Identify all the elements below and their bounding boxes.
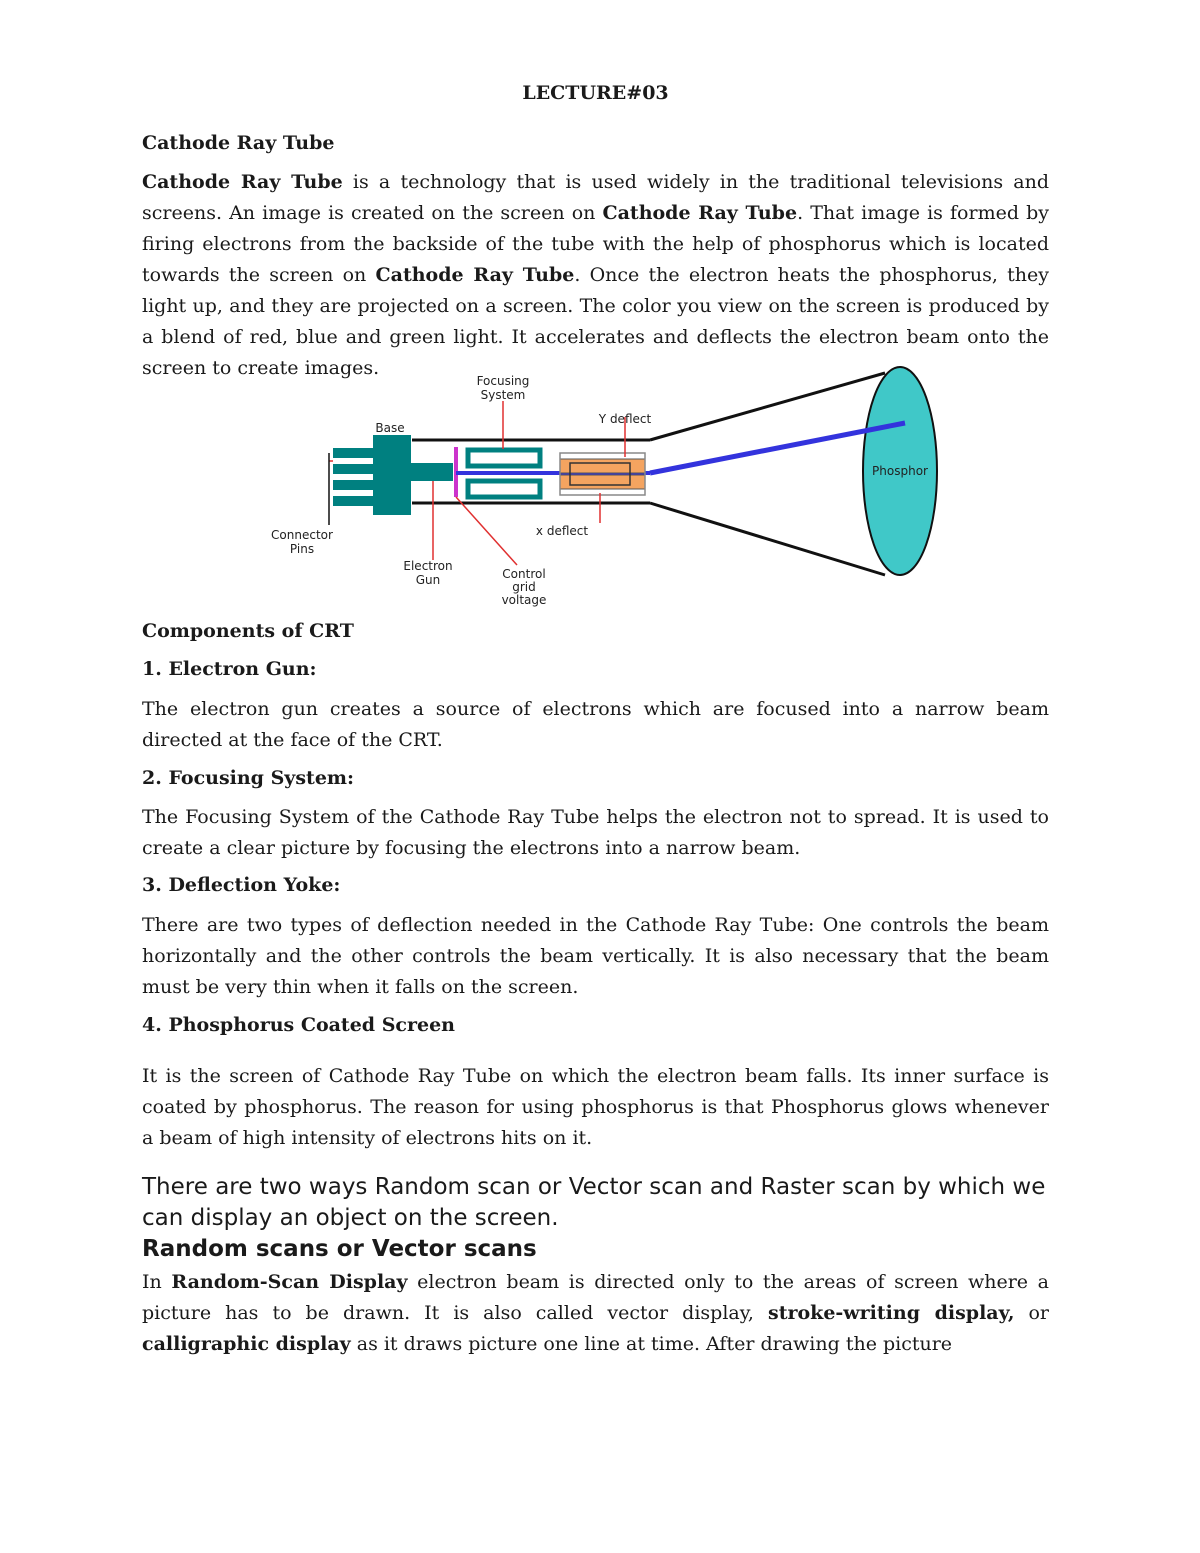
random-scan-heading: Random scans or Vector scans [142, 1236, 537, 1262]
label-connector-2: Pins [289, 542, 315, 556]
intro-text-3: . Once the electron heats the phosphorus, they light up, and they are projected on a screen. The color you view on the screen is produced by a blend of red, blue and green light. It accelerates and deflects the electron beam onto the screen to create images. [142, 264, 1049, 379]
label-gun-1: Electron [403, 559, 453, 573]
component-1-text: The electron gun creates a source of electrons which are focused into a narrow beam directed at the face of the CRT. [142, 698, 1049, 751]
term-crt: Cathode Ray Tube [142, 171, 343, 193]
label-phosphor: Phosphor [872, 464, 928, 478]
component-1-heading: 1. Electron Gun: [142, 658, 317, 680]
label-control-1: Control [502, 567, 546, 581]
intro-text-1: is a technology that is used widely in the traditional televisions and screens. An image is created on the screen on [142, 171, 1049, 224]
section-heading-crt: Cathode Ray Tube [142, 132, 335, 154]
component-3-text: There are two types of deflection needed in the Cathode Ray Tube: One controls the beam horizontally and the other controls the beam vertically. It is also necessary that the beam must be very thin when it falls on the screen. [142, 914, 1049, 998]
label-control-3: voltage [501, 593, 547, 607]
label-y-deflect: Y deflect [598, 412, 652, 426]
label-connector-1: Connector [271, 528, 333, 542]
scan-intro: There are two ways Random scan or Vector scan and Raster scan by which we can display an object on the screen. [142, 1174, 1046, 1231]
label-gun-2: Gun [415, 573, 441, 587]
term-crt-3: Cathode Ray Tube [375, 264, 575, 286]
term-random-scan-display: Random-Scan Display [171, 1271, 408, 1293]
label-focusing-2: System [480, 388, 526, 402]
scan-text-3: as it draws picture one line at time. After drawing the picture [350, 1333, 953, 1355]
scan-text-2: or [1014, 1302, 1050, 1324]
base-block [373, 435, 411, 515]
electron-gun-block [411, 463, 453, 481]
lecture-title: LECTURE#03 [522, 82, 669, 104]
term-stroke-writing: stroke-writing display, [768, 1302, 1015, 1324]
label-base: Base [375, 421, 405, 435]
component-2-heading: 2. Focusing System: [142, 767, 355, 789]
label-x-deflect: x deflect [535, 524, 589, 538]
scan-text-1: electron beam is directed only to the areas of screen where a picture has to be drawn. It is also called vector display, [142, 1271, 1049, 1324]
crt-intro-paragraph [142, 167, 1049, 384]
component-2-text: The Focusing System of the Cathode Ray Tube helps the electron not to spread. It is used to create a clear picture by focusing the electrons into a narrow beam. [142, 806, 1049, 859]
intro-text-2: . That image is formed by firing electrons from the backside of the tube with the help of phosphorus which is located towards the screen on [142, 202, 1049, 286]
term-calligraphic: calligraphic display [142, 1333, 351, 1355]
random-scan-paragraph [142, 1267, 1049, 1360]
label-control-2: grid [512, 580, 536, 594]
label-focusing-1: Focusing [476, 374, 530, 388]
term-crt-2: Cathode Ray Tube [602, 202, 798, 224]
component-4-text: It is the screen of Cathode Ray Tube on which the electron beam falls. Its inner surface is coated by phosphorus. The reason for using phosphorus is that Phosphorus glows whenever a beam of high intensity of electrons hits on it. [142, 1065, 1049, 1149]
scan-text-0: In [142, 1271, 172, 1293]
crt-diagram [255, 365, 955, 615]
component-4-heading: 4. Phosphorus Coated Screen [142, 1014, 455, 1036]
component-3-heading: 3. Deflection Yoke: [142, 874, 341, 896]
components-heading: Components of CRT [142, 620, 354, 642]
